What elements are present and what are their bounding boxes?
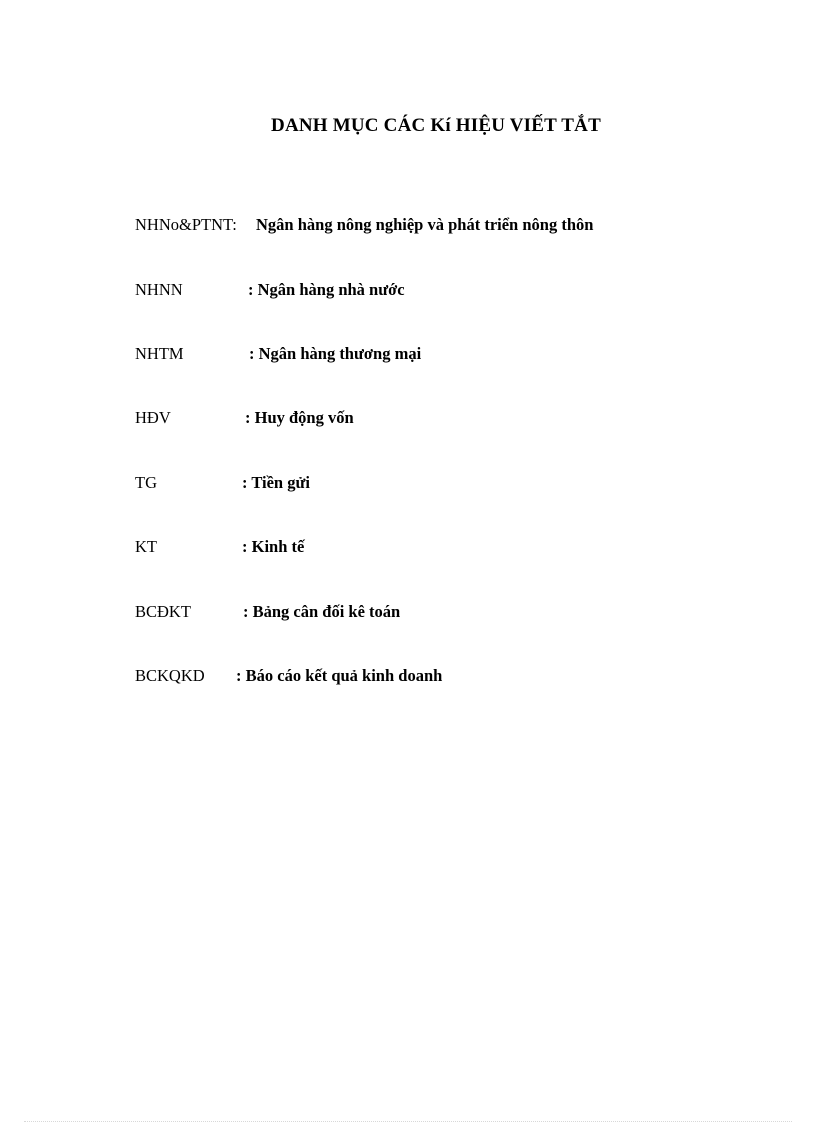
page-bottom-divider bbox=[24, 1121, 792, 1122]
abbreviation-term: BCĐKT bbox=[135, 602, 191, 621]
abbreviation-term: NHNN bbox=[135, 280, 183, 299]
abbreviation-meaning: : Kinh tế bbox=[242, 537, 305, 556]
abbreviation-term: TG bbox=[135, 473, 157, 492]
abbreviation-meaning: : Bảng cân đối kê toán bbox=[243, 602, 401, 621]
abbreviation-term: HĐV bbox=[135, 408, 171, 427]
page-title: DANH MỤC CÁC Kí HIỆU VIẾT TẮT bbox=[271, 115, 601, 136]
abbreviation-term: BCKQKD bbox=[135, 666, 205, 685]
abbreviation-term: KT bbox=[135, 537, 157, 556]
abbreviation-meaning: : Huy động vốn bbox=[245, 408, 354, 427]
abbreviation-meaning: : Tiền gửi bbox=[242, 473, 310, 492]
abbreviation-meaning: Ngân hàng nông nghiệp và phát triển nông thôn bbox=[256, 215, 594, 234]
abbreviation-meaning: : Ngân hàng thương mại bbox=[249, 344, 422, 363]
abbreviation-term: NHTM bbox=[135, 344, 184, 363]
abbreviation-meaning: : Ngân hàng nhà nước bbox=[248, 280, 405, 299]
abbreviation-meaning: : Báo cáo kết quả kinh doanh bbox=[236, 666, 443, 685]
abbreviation-term: NHNo&PTNT: bbox=[135, 215, 237, 234]
